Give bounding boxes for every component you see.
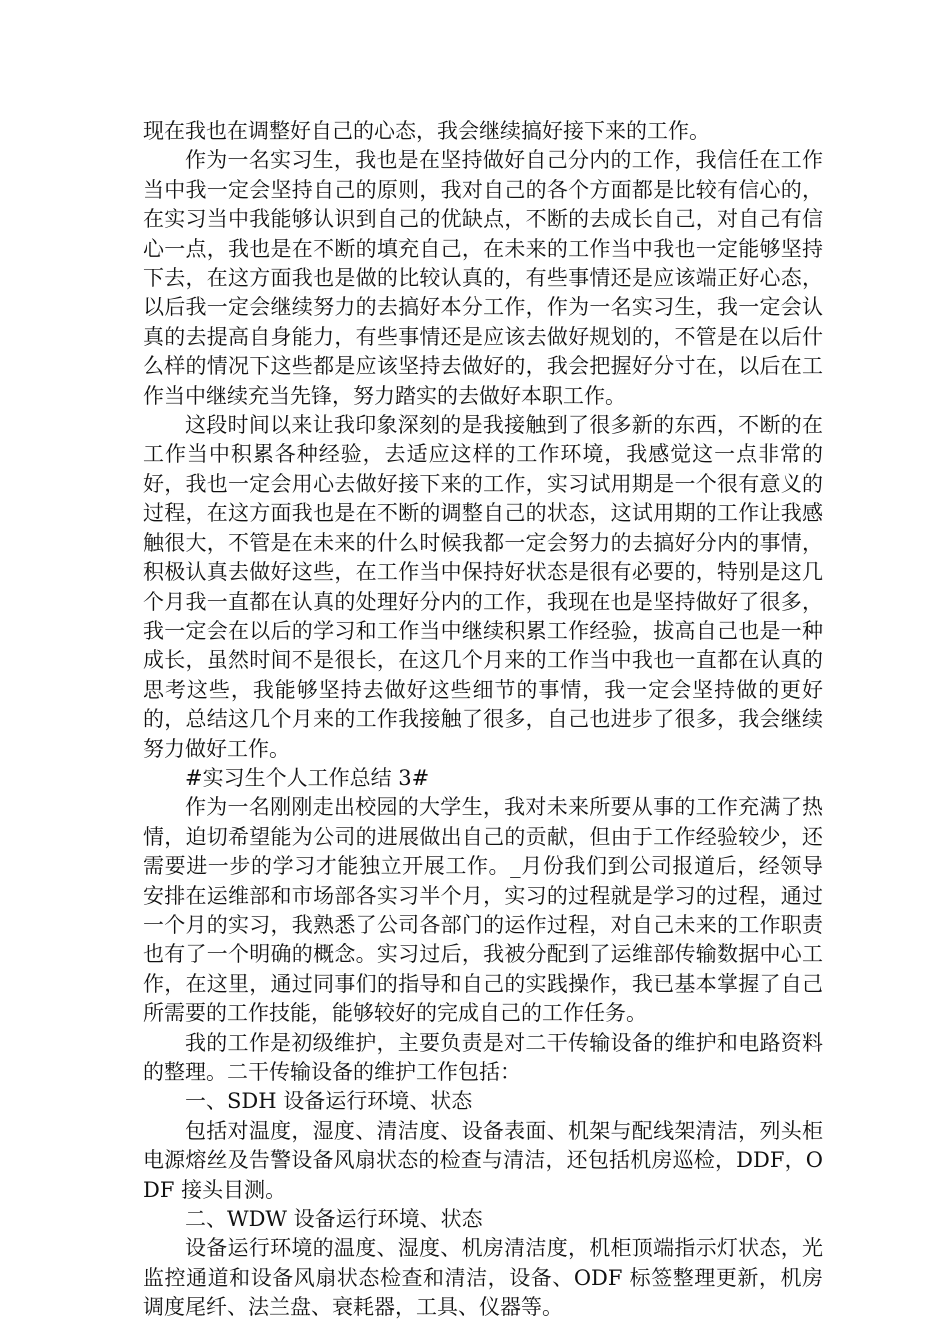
document-body	[143, 117, 823, 1323]
body-paragraph: 作为一名刚刚走出校园的大学生，我对未来所要从事的工作充满了热情，迫切希望能为公司的进展做出自己的贡献，但由于工作经验较少，还需要进一步的学习才能独立开展工作。_月份我们到公司报道后，经领导安排在运维部和市场部各实习半个月，实习的过程就是学习的过程，通过一个月的实习，我熟悉了公司各部门的运作过程，对自己未来的工作职责也有了一个明确的概念。实习过后，我被分配到了运维部传输数据中心工作，在这里，通过同事们的指导和自己的实践操作，我已基本掌握了自己所需要的工作技能，能够较好的完成自己的工作任务。	[143, 795, 823, 1026]
sub-heading-wdw: 二、WDW 设备运行环境、状态	[185, 1207, 483, 1232]
sub-heading-sdh: 一、SDH 设备运行环境、状态	[185, 1089, 473, 1114]
continuation-paragraph: 现在我也在调整好自己的心态，我会继续搞好接下来的工作。	[143, 119, 710, 143]
body-paragraph: 包括对温度，湿度、清洁度、设备表面、机架与配线架清洁，列头柜电源熔丝及告警设备风扇状态的检查与清洁，还包括机房巡检，DDF，ODF 接头目测。	[143, 1118, 823, 1202]
body-paragraph: 我的工作是初级维护，主要负责是对二干传输设备的维护和电路资料的整理。二干传输设备的维护工作包括：	[143, 1030, 823, 1084]
body-paragraph: 这段时间以来让我印象深刻的是我接触到了很多新的东西，不断的在工作当中积累各种经验，去适应这样的工作环境，我感觉这一点非常的好，我也一定会用心去做好接下来的工作，实习试用期是一个很有意义的过程，在这方面我也是在不断的调整自己的状态，这试用期的工作让我感触很大，不管是在未来的什么时候我都一定会努力的去搞好分内的事情，积极认真去做好这些，在工作当中保持好状态是很有必要的，特别是这几个月我一直都在认真的处理好分内的工作，我现在也是坚持做好了很多，我一定会在以后的学习和工作当中继续积累工作经验，拔高自己也是一种成长，虽然时间不是很长，在这几个月来的工作当中我也一直都在认真的思考这些，我能够坚持去做好这些细节的事情，我一定会坚持做的更好的，总结这几个月来的工作我接触了很多，自己也进步了很多，我会继续努力做好工作。	[143, 413, 823, 761]
body-paragraph: 设备运行环境的温度、湿度、机房清洁度，机柜顶端指示灯状态，光监控通道和设备风扇状态检查和清洁，设备、ODF 标签整理更新，机房调度尾纤、法兰盘、衰耗器，工具、仪器等。	[143, 1236, 823, 1320]
body-paragraph: 作为一名实习生，我也是在坚持做好自己分内的工作，我信任在工作当中我一定会坚持自己的原则，我对自己的各个方面都是比较有信心的，在实习当中我能够认识到自己的优缺点，不断的去成长自己，对自己有信心一点，我也是在不断的填充自己，在未来的工作当中我也一定能够坚持下去，在这方面我也是做的比较认真的，有些事情还是应该端正好心态，以后我一定会继续努力的去搞好本分工作，作为一名实习生，我一定会认真的去提高自身能力，有些事情还是应该去做好规划的，不管是在以后什么样的情况下这些都是应该坚持去做好的，我会把握好分寸在，以后在工作当中继续充当先锋，努力踏实的去做好本职工作。	[143, 148, 823, 408]
section-heading: #实习生个人工作总结 3#	[185, 765, 430, 790]
